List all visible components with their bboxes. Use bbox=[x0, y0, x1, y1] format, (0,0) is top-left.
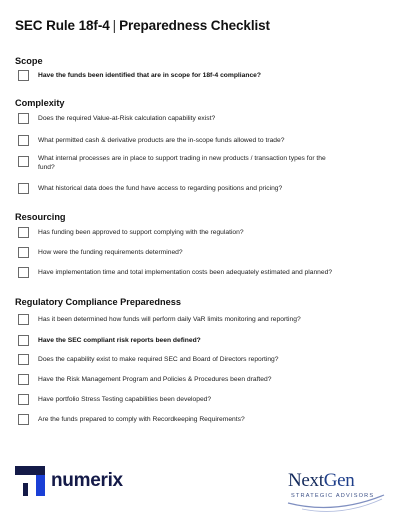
nextgen-tagline: STRATEGIC ADVISORS bbox=[291, 493, 375, 499]
title-rule: SEC Rule 18f-4 bbox=[15, 18, 110, 33]
nextgen-wordmark bbox=[288, 470, 355, 492]
question-text: Have the SEC compliant risk reports been defined? bbox=[38, 337, 201, 344]
numerix-wordmark: numerix bbox=[51, 470, 123, 491]
question-text: How were the funding requirements determined? bbox=[38, 249, 183, 256]
question-text: What historical data does the fund have access to regarding positions and pricing? bbox=[38, 185, 283, 192]
checkbox[interactable] bbox=[18, 354, 29, 365]
question-text: Have the funds been identified that are in scope for 18f-4 compliance? bbox=[38, 72, 261, 79]
checkbox[interactable] bbox=[18, 314, 29, 325]
section-heading-scope: Scope bbox=[15, 56, 43, 66]
question-text: Has it been determined how funds will perform daily VaR limits monitoring and reporting? bbox=[38, 316, 301, 323]
question-text: Have portfolio Stress Testing capabilities been developed? bbox=[38, 396, 212, 403]
section-heading-complexity: Complexity bbox=[15, 98, 65, 108]
checkbox[interactable] bbox=[18, 267, 29, 278]
nextgen-logo bbox=[280, 465, 390, 515]
section-heading-regulatory-compliance: Regulatory Compliance Preparedness bbox=[15, 297, 181, 307]
numerix-mark-icon bbox=[15, 466, 45, 496]
section-heading-resourcing: Resourcing bbox=[15, 212, 66, 222]
checkbox[interactable] bbox=[18, 335, 29, 346]
checkbox[interactable] bbox=[18, 374, 29, 385]
numerix-logo bbox=[15, 466, 135, 496]
question-text: Has funding been approved to support complying with the regulation? bbox=[38, 229, 244, 236]
nextgen-word-next: Next bbox=[288, 470, 324, 491]
question-text: Does the required Value-at-Risk calculation capability exist? bbox=[38, 115, 216, 122]
checkbox[interactable] bbox=[18, 70, 29, 81]
question-text: Are the funds prepared to comply with Recordkeeping Requirements? bbox=[38, 416, 245, 423]
question-text: What internal processes are in place to support trading in new products / transaction types for the fund? bbox=[38, 155, 326, 171]
checkbox[interactable] bbox=[18, 414, 29, 425]
checkbox[interactable] bbox=[18, 183, 29, 194]
checkbox[interactable] bbox=[18, 394, 29, 405]
checkbox[interactable] bbox=[18, 156, 29, 167]
title-checklist: Preparedness Checklist bbox=[119, 18, 270, 33]
checkbox[interactable] bbox=[18, 135, 29, 146]
question-text: Does the capability exist to make required SEC and Board of Directors reporting? bbox=[38, 356, 279, 363]
question-text: What permitted cash & derivative products are the in-scope funds allowed to trade? bbox=[38, 137, 285, 144]
nextgen-word-gen: Gen bbox=[323, 470, 355, 491]
question-text: Have implementation time and total implementation costs been adequately estimated and planned? bbox=[38, 269, 333, 276]
title-separator: | bbox=[112, 18, 117, 33]
page-title bbox=[15, 18, 270, 33]
checkbox[interactable] bbox=[18, 227, 29, 238]
checkbox[interactable] bbox=[18, 113, 29, 124]
question-text: Have the Risk Management Program and Policies & Procedures been drafted? bbox=[38, 376, 272, 383]
checkbox[interactable] bbox=[18, 247, 29, 258]
